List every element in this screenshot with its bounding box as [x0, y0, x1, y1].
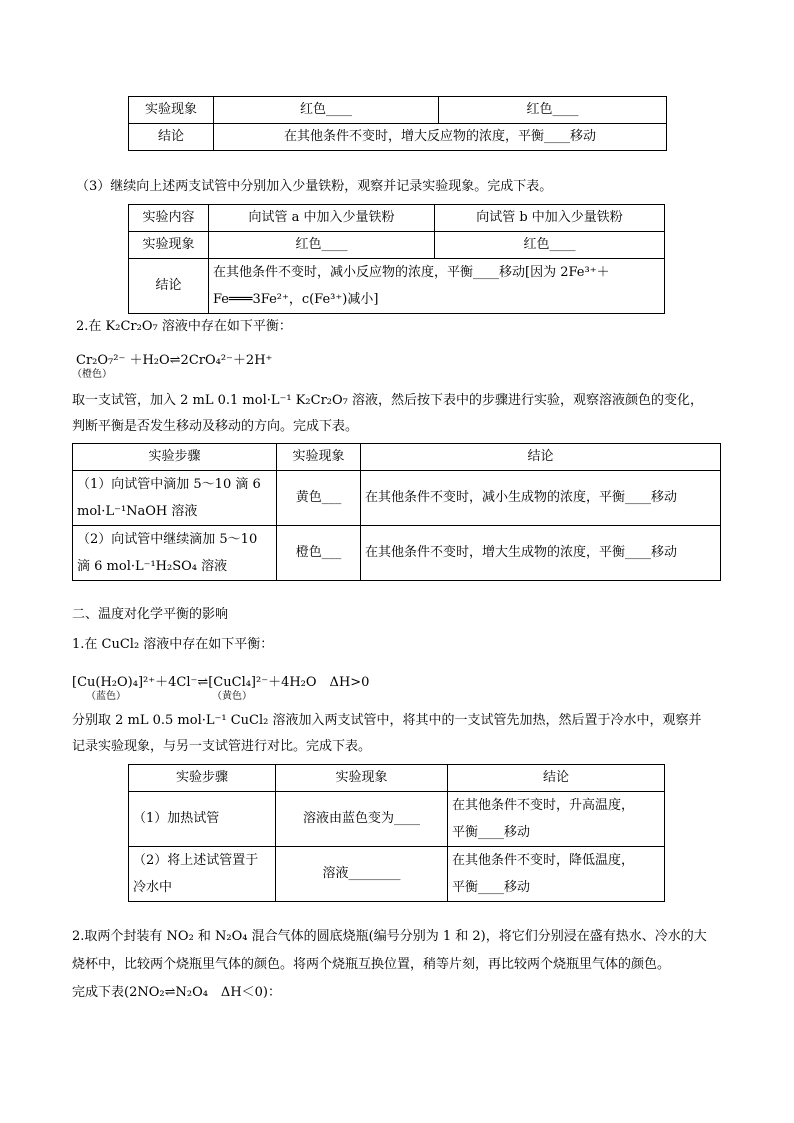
row-label: 结论: [129, 124, 214, 151]
row-label: 结论: [129, 259, 209, 314]
table-fe-scn-top: [128, 96, 667, 151]
cell-b: 红色____: [435, 232, 665, 259]
row-label: 实验现象: [129, 232, 209, 259]
column-header: 实验现象: [276, 765, 448, 792]
cell-a: 向试管 a 中加入少量铁粉: [209, 205, 435, 232]
step-cell: [73, 526, 277, 581]
table-row: [129, 259, 665, 314]
section-title: 1.在 CuCl₂ 溶液中存在如下平衡：: [72, 637, 274, 652]
conclusion-cell: 在其他条件不变时，减小生成物的浓度，平衡____移动: [361, 471, 721, 526]
color-note: （蓝色）: [86, 691, 126, 702]
step-line: mol·L⁻¹NaOH 溶液: [77, 504, 198, 519]
conclusion-cell: [448, 792, 665, 847]
row-label: 实验现象: [129, 97, 214, 124]
paragraph-line: 烧杯中，比较两个烧瓶里气体的颜色。将两个烧瓶互换位置，稍等片刻，再比较两个烧瓶里气体的颜色。: [72, 957, 671, 972]
table-row: [129, 205, 665, 232]
conclusion-line: 在其他条件不变时，升高温度，: [452, 798, 635, 813]
step-line: （1）向试管中滴加 5～10 滴 6: [77, 477, 261, 492]
column-header: 实验步骤: [129, 765, 276, 792]
conclusion-cell: [209, 259, 665, 314]
step-cell: （1）加热试管: [129, 792, 276, 847]
step-cell: [73, 471, 277, 526]
conclusion-line: Fe═══3Fe²⁺，c(Fe³⁺)减小]: [213, 292, 379, 307]
paragraph-line: 2.取两个封装有 NO₂ 和 N₂O₄ 混合气体的圆底烧瓶(编号分别为 1 和 2)，将它们分别浸在盛有热水、冷水的大: [72, 929, 707, 944]
paragraph-line: 判断平衡是否发生移动及移动的方向。完成下表。: [72, 419, 359, 434]
table-row: [73, 471, 721, 526]
table-row: [129, 792, 665, 847]
observation-cell: 溶液________: [276, 847, 448, 902]
table-header-row: [73, 444, 721, 471]
paragraph-line: 完成下表(2NO₂⇌N₂O₄ ΔH＜0)：: [72, 985, 282, 1000]
conclusion-line: 在其他条件不变时，降低温度，: [452, 853, 635, 868]
equation-dichromate: Cr₂O₇²⁻ ＋H₂O⇌2CrO₄²⁻＋2H⁺: [76, 353, 273, 368]
column-header: 实验现象: [277, 444, 361, 471]
paragraph-line: 取一支试管，加入 2 mL 0.1 mol·L⁻¹ K₂Cr₂O₇ 溶液，然后按下表中的步骤进行实验，观察溶液颜色的变化，: [72, 393, 704, 408]
cell-a: 红色____: [214, 97, 439, 124]
step-line: 冷水中: [133, 880, 173, 895]
column-header: 结论: [448, 765, 665, 792]
step-cell: [129, 847, 276, 902]
equation-copper: [Cu(H₂O)₄]²⁺＋4Cl⁻⇌[CuCl₄]²⁻＋4H₂O ΔH>0: [72, 675, 370, 690]
conclusion-line: 平衡____移动: [452, 880, 531, 895]
conclusion-cell: 在其他条件不变时，增大反应物的浓度，平衡____移动: [214, 124, 667, 151]
conclusion-line: 平衡____移动: [452, 825, 531, 840]
table-copper-temperature: [128, 764, 665, 902]
observation-cell: 橙色___: [277, 526, 361, 581]
table-iron-powder: [128, 204, 665, 314]
step-line: 滴 6 mol·L⁻¹H₂SO₄ 溶液: [77, 559, 228, 574]
step-line: （2）向试管中继续滴加 5～10: [77, 532, 258, 547]
table-row: [129, 97, 667, 124]
row-label: 实验内容: [129, 205, 209, 232]
table-header-row: [129, 765, 665, 792]
table-row: [73, 526, 721, 581]
cell-b: 红色____: [439, 97, 667, 124]
cell-b: 向试管 b 中加入少量铁粉: [435, 205, 665, 232]
table-dichromate: [72, 443, 721, 581]
color-note: （黄色）: [212, 691, 252, 702]
section-heading: 二、温度对化学平衡的影响: [72, 607, 229, 622]
conclusion-line: 在其他条件不变时，减小反应物的浓度，平衡____移动[因为 2Fe³⁺＋: [213, 265, 610, 280]
conclusion-cell: 在其他条件不变时，增大生成物的浓度，平衡____移动: [361, 526, 721, 581]
paragraph-line: 分别取 2 mL 0.5 mol·L⁻¹ CuCl₂ 溶液加入两支试管中，将其中的一支试管先加热，然后置于冷水中，观察并: [72, 713, 702, 728]
section-title: 2.在 K₂Cr₂O₇ 溶液中存在如下平衡：: [76, 319, 292, 334]
table-row: [129, 124, 667, 151]
color-note: （橙色）: [72, 369, 112, 380]
observation-cell: 溶液由蓝色变为____: [276, 792, 448, 847]
observation-cell: 黄色___: [277, 471, 361, 526]
step-line: （2）将上述试管置于: [133, 853, 259, 868]
cell-a: 红色____: [209, 232, 435, 259]
column-header: 实验步骤: [73, 444, 277, 471]
conclusion-cell: [448, 847, 665, 902]
table-row: [129, 847, 665, 902]
column-header: 结论: [361, 444, 721, 471]
paragraph-line: 记录实验现象，与另一支试管进行对比。完成下表。: [72, 739, 372, 754]
table-row: [129, 232, 665, 259]
question-3: （3）继续向上述两支试管中分别加入少量铁粉，观察并记录实验现象。完成下表。: [76, 179, 553, 194]
